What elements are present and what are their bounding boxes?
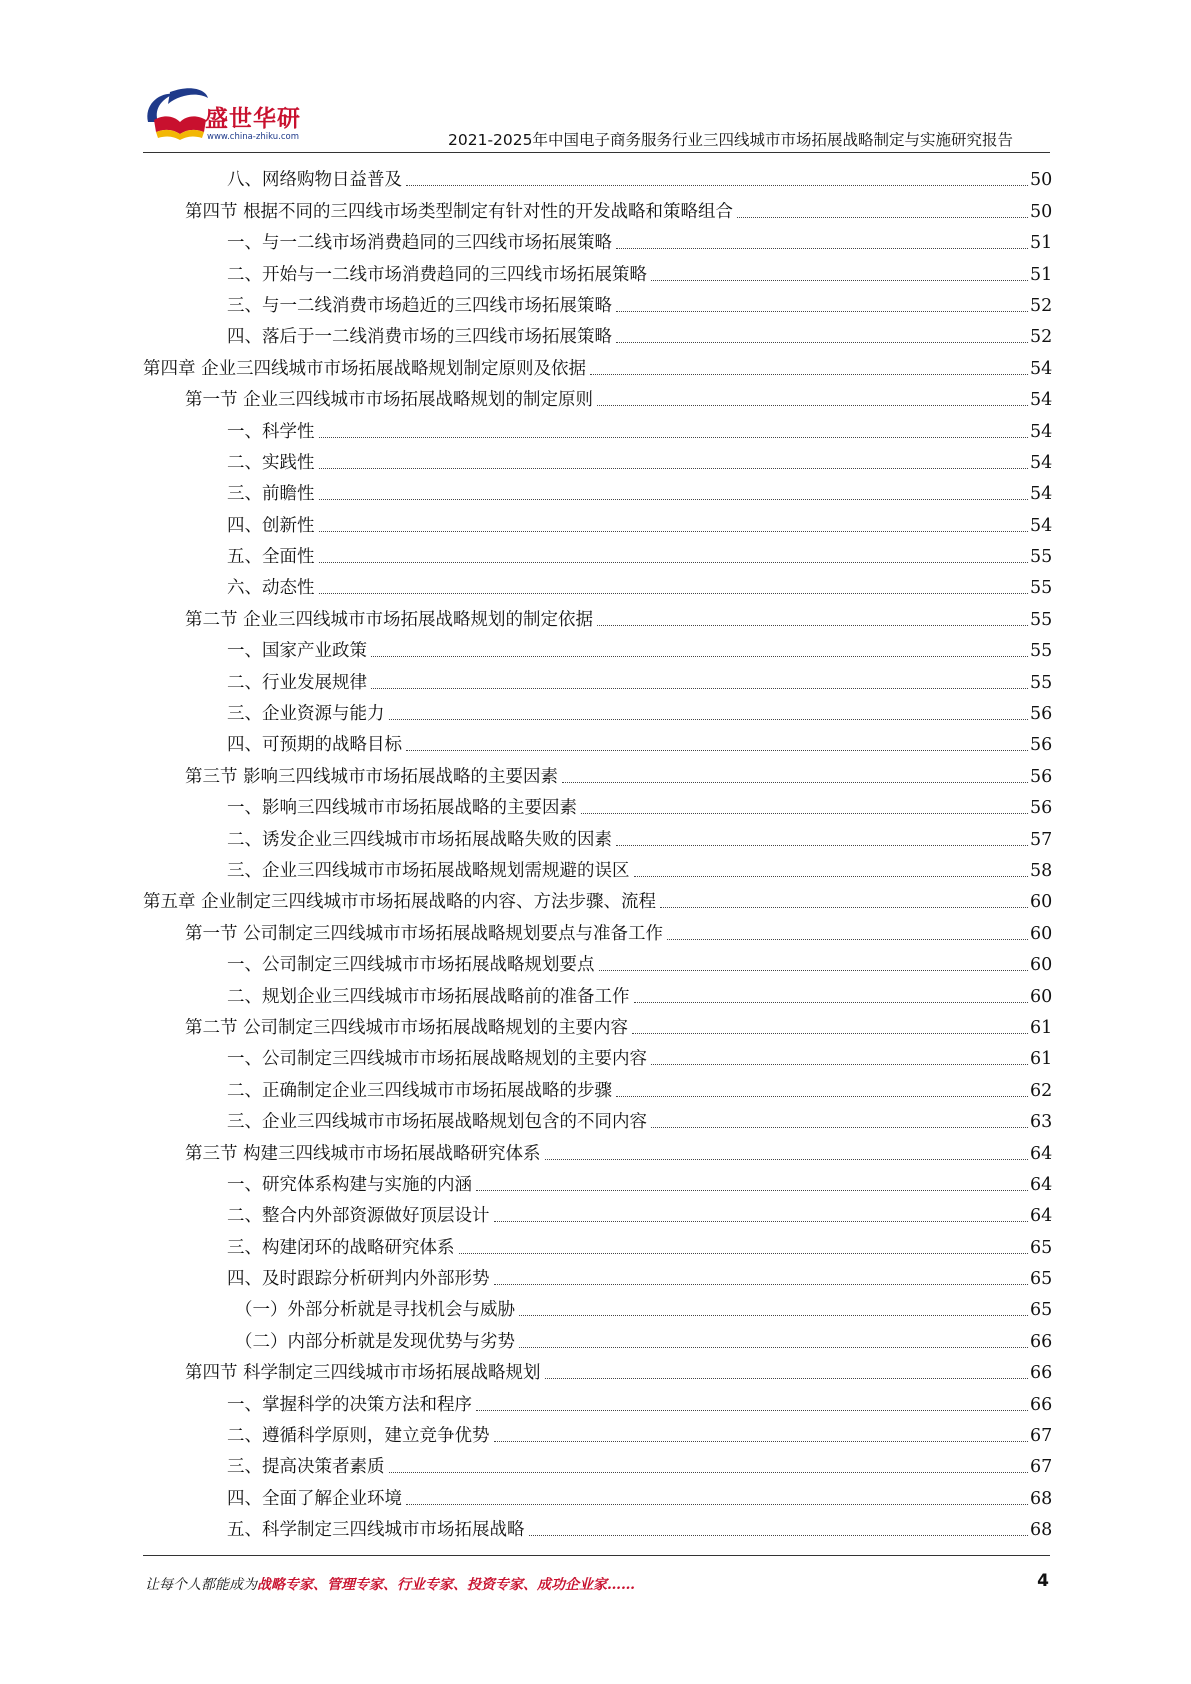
- toc-entry-page: 61: [1030, 1017, 1053, 1038]
- toc-dot-leader: [651, 1064, 1028, 1065]
- toc-entry-title: 第二节 公司制定三四线城市市场拓展战略规划的主要内容: [185, 1017, 629, 1038]
- toc-entry-page: 50: [1030, 201, 1053, 222]
- toc-entry-title: 八、网络购物日益普及: [227, 170, 402, 191]
- toc-dot-leader: [519, 1315, 1028, 1316]
- toc-dot-leader: [590, 374, 1028, 375]
- toc-entry-title: 五、全面性: [227, 547, 315, 568]
- toc-entry-title: 五、科学制定三四线城市市场拓展战略: [227, 1520, 525, 1541]
- page-number: 4: [1037, 1571, 1049, 1591]
- toc-entry-page: 55: [1030, 672, 1053, 693]
- toc-entry-page: 55: [1030, 578, 1053, 599]
- toc-dot-leader: [476, 1190, 1028, 1191]
- toc-entry-page: 57: [1030, 829, 1053, 850]
- toc-dot-leader: [319, 437, 1029, 438]
- toc-entry-page: 51: [1030, 233, 1053, 254]
- toc-entry-page: 58: [1030, 860, 1053, 881]
- toc-entry[interactable]: [143, 348, 1053, 379]
- toc-dot-leader: [616, 1096, 1028, 1097]
- report-title: 2021-2025年中国电子商务服务行业三四线城市市场拓展战略制定与实施研究报告: [448, 131, 1013, 149]
- toc-dot-leader: [319, 531, 1029, 532]
- toc-dot-leader: [319, 562, 1029, 563]
- toc-entry-page: 51: [1030, 264, 1053, 285]
- toc-entry[interactable]: [143, 1321, 1053, 1352]
- toc-entry[interactable]: [143, 286, 1053, 317]
- toc-entry[interactable]: [143, 443, 1053, 474]
- toc-entry[interactable]: [143, 945, 1053, 976]
- toc-entry[interactable]: [143, 1290, 1053, 1321]
- toc-entry-title: 一、公司制定三四线城市市场拓展战略规划的主要内容: [227, 1049, 647, 1070]
- toc-dot-leader: [616, 342, 1028, 343]
- toc-entry[interactable]: [143, 599, 1053, 630]
- toc-entry[interactable]: [143, 1039, 1053, 1070]
- toc-entry-page: 60: [1030, 955, 1053, 976]
- toc-entry-title: 一、与一二线市场消费趋同的三四线市场拓展策略: [227, 233, 612, 254]
- toc-dot-leader: [371, 688, 1028, 689]
- toc-entry-page: 66: [1030, 1331, 1053, 1352]
- toc-dot-leader: [389, 1472, 1029, 1473]
- toc-entry[interactable]: [143, 631, 1053, 662]
- toc-entry-page: 60: [1030, 923, 1053, 944]
- toc-entry-page: 60: [1030, 892, 1053, 913]
- toc-dot-leader: [667, 939, 1028, 940]
- toc-entry-page: 64: [1030, 1206, 1053, 1227]
- toc-entry-page: 65: [1030, 1269, 1053, 1290]
- toc-entry-page: 64: [1030, 1174, 1053, 1195]
- toc-dot-leader: [597, 405, 1028, 406]
- toc-entry-title: 二、实践性: [227, 452, 315, 473]
- toc-dot-leader: [371, 656, 1028, 657]
- toc-dot-leader: [634, 876, 1029, 877]
- toc-dot-leader: [581, 813, 1028, 814]
- footer-slogan-prefix: 让每个人都能成为: [145, 1577, 257, 1593]
- toc-entry[interactable]: [143, 1416, 1053, 1447]
- toc-entry-title: 二、整合内外部资源做好顶层设计: [227, 1206, 490, 1227]
- toc-entry-title: （二）内部分析就是发现优势与劣势: [235, 1331, 515, 1352]
- toc-dot-leader: [616, 311, 1028, 312]
- toc-entry[interactable]: [143, 976, 1053, 1007]
- toc-dot-leader: [406, 1504, 1028, 1505]
- toc-entry-page: 56: [1030, 704, 1053, 725]
- toc-entry-page: 52: [1030, 295, 1053, 316]
- toc-dot-leader: [634, 1002, 1029, 1003]
- toc-entry-page: 60: [1030, 986, 1053, 1007]
- toc-entry-page: 54: [1030, 515, 1053, 536]
- toc-dot-leader: [545, 1159, 1028, 1160]
- toc-entry-title: 四、创新性: [227, 515, 315, 536]
- header-divider: [143, 152, 1050, 153]
- toc-entry-page: 65: [1030, 1237, 1053, 1258]
- toc-dot-leader: [616, 248, 1028, 249]
- toc-entry[interactable]: [143, 223, 1053, 254]
- toc-entry-page: 65: [1030, 1300, 1053, 1321]
- toc-entry[interactable]: [143, 1478, 1053, 1509]
- toc-entry-page: 54: [1030, 484, 1053, 505]
- toc-entry-page: 54: [1030, 421, 1053, 442]
- toc-entry[interactable]: [143, 1165, 1053, 1196]
- toc-entry[interactable]: [143, 1259, 1053, 1290]
- toc-entry-page: 66: [1030, 1394, 1053, 1415]
- toc-dot-leader: [651, 280, 1028, 281]
- toc-entry[interactable]: [143, 1384, 1053, 1415]
- toc-dot-leader: [476, 1410, 1028, 1411]
- toc-entry-page: 54: [1030, 358, 1053, 379]
- toc-entry[interactable]: [143, 254, 1053, 285]
- toc-dot-leader: [494, 1221, 1029, 1222]
- toc-entry-page: 68: [1030, 1520, 1053, 1541]
- toc-entry-page: 62: [1030, 1080, 1053, 1101]
- toc-entry-title: 四、可预期的战略目标: [227, 735, 402, 756]
- footer-divider: [143, 1555, 1050, 1556]
- toc-entry-title: 二、正确制定企业三四线城市市场拓展战略的步骤: [227, 1080, 612, 1101]
- toc-entry[interactable]: [143, 882, 1053, 913]
- toc-entry-title: （一）外部分析就是寻找机会与威胁: [235, 1300, 515, 1321]
- toc-entry-title: 一、研究体系构建与实施的内涵: [227, 1174, 472, 1195]
- toc-entry[interactable]: [143, 819, 1053, 850]
- toc-dot-leader: [737, 217, 1028, 218]
- toc-dot-leader: [406, 185, 1028, 186]
- toc-entry-page: 68: [1030, 1488, 1053, 1509]
- toc-entry[interactable]: [143, 505, 1053, 536]
- toc-entry[interactable]: [143, 756, 1053, 787]
- toc-dot-leader: [616, 845, 1028, 846]
- toc-entry[interactable]: [143, 191, 1053, 222]
- toc-entry-title: 三、企业三四线城市市场拓展战略规划包含的不同内容: [227, 1112, 647, 1133]
- footer-slogan-highlight: 战略专家、管理专家、行业专家、投资专家、成功企业家……: [257, 1577, 635, 1593]
- toc-entry-title: 四、及时跟踪分析研判内外部形势: [227, 1269, 490, 1290]
- toc-entry[interactable]: [143, 913, 1053, 944]
- toc-entry-title: 三、企业三四线城市市场拓展战略规划需规避的误区: [227, 860, 630, 881]
- toc-dot-leader: [651, 1127, 1028, 1128]
- toc-entry[interactable]: [143, 662, 1053, 693]
- toc-entry-title: 四、落后于一二线消费市场的三四线市场拓展策略: [227, 327, 612, 348]
- toc-entry-title: 三、前瞻性: [227, 484, 315, 505]
- toc-dot-leader: [389, 719, 1029, 720]
- toc-entry-title: 一、影响三四线城市市场拓展战略的主要因素: [227, 798, 577, 819]
- toc-entry[interactable]: [143, 1133, 1053, 1164]
- toc-dot-leader: [319, 499, 1029, 500]
- toc-entry-title: 三、提高决策者素质: [227, 1457, 385, 1478]
- toc-entry-title: 第二节 企业三四线城市市场拓展战略规划的制定依据: [185, 609, 594, 630]
- toc-entry-title: 二、行业发展规律: [227, 672, 367, 693]
- toc-entry-title: 三、与一二线消费市场趋近的三四线市场拓展策略: [227, 295, 612, 316]
- toc-entry[interactable]: [143, 1447, 1053, 1478]
- toc-entry-title: 二、规划企业三四线城市市场拓展战略前的准备工作: [227, 986, 630, 1007]
- toc-entry-page: 56: [1030, 766, 1053, 787]
- toc-dot-leader: [632, 1033, 1028, 1034]
- toc-entry-page: 67: [1030, 1426, 1053, 1447]
- toc-entry-page: 54: [1030, 452, 1053, 473]
- toc-entry[interactable]: [143, 1196, 1053, 1227]
- toc-dot-leader: [545, 1378, 1028, 1379]
- toc-entry-title: 一、科学性: [227, 421, 315, 442]
- toc-entry-page: 63: [1030, 1112, 1053, 1133]
- toc-entry-page: 55: [1030, 609, 1053, 630]
- toc-dot-leader: [319, 468, 1029, 469]
- toc-entry-page: 50: [1030, 170, 1053, 191]
- toc-entry-title: 六、动态性: [227, 578, 315, 599]
- toc-entry[interactable]: [143, 788, 1053, 819]
- toc-entry[interactable]: [143, 1102, 1053, 1133]
- toc-entry-title: 第一节 企业三四线城市市场拓展战略规划的制定原则: [185, 390, 594, 411]
- toc-dot-leader: [459, 1253, 1029, 1254]
- toc-entry-title: 三、企业资源与能力: [227, 704, 385, 725]
- toc-entry[interactable]: [143, 317, 1053, 348]
- toc-entry-title: 三、构建闭环的战略研究体系: [227, 1237, 455, 1258]
- toc-dot-leader: [406, 750, 1028, 751]
- toc-dot-leader: [660, 907, 1028, 908]
- logo-url: www.china-zhiku.com: [207, 132, 299, 142]
- toc-dot-leader: [597, 625, 1028, 626]
- toc-entry[interactable]: [143, 380, 1053, 411]
- toc-entry[interactable]: [143, 568, 1053, 599]
- toc-dot-leader: [494, 1441, 1029, 1442]
- toc-dot-leader: [562, 782, 1028, 783]
- toc-entry[interactable]: [143, 160, 1053, 191]
- toc-entry-title: 一、掌握科学的决策方法和程序: [227, 1394, 472, 1415]
- toc-dot-leader: [599, 970, 1029, 971]
- toc-dot-leader: [494, 1284, 1029, 1285]
- logo-text: 盛世华研: [205, 106, 301, 132]
- toc-entry-title: 二、遵循科学原则，建立竞争优势: [227, 1426, 490, 1447]
- toc-entry-title: 第五章 企业制定三四线城市市场拓展战略的内容、方法步骤、流程: [143, 892, 657, 913]
- toc-entry[interactable]: [143, 411, 1053, 442]
- toc-entry-page: 54: [1030, 390, 1053, 411]
- toc-entry-title: 一、国家产业政策: [227, 641, 367, 662]
- toc-entry-page: 64: [1030, 1143, 1053, 1164]
- footer-slogan: [145, 1574, 635, 1594]
- toc-entry-title: 四、全面了解企业环境: [227, 1488, 402, 1509]
- toc-entry[interactable]: [143, 851, 1053, 882]
- toc-entry-page: 56: [1030, 735, 1053, 756]
- toc-dot-leader: [519, 1347, 1028, 1348]
- toc-entry-title: 一、公司制定三四线城市市场拓展战略规划要点: [227, 955, 595, 976]
- toc-entry[interactable]: [143, 725, 1053, 756]
- toc-entry-title: 第三节 影响三四线城市市场拓展战略的主要因素: [185, 766, 559, 787]
- toc-entry[interactable]: [143, 694, 1053, 725]
- toc-entry-title: 二、开始与一二线市场消费趋同的三四线市场拓展策略: [227, 264, 647, 285]
- toc-entry-page: 66: [1030, 1363, 1053, 1384]
- toc-entry-page: 55: [1030, 641, 1053, 662]
- toc-entry-title: 第四节 根据不同的三四线市场类型制定有针对性的开发战略和策略组合: [185, 201, 734, 222]
- toc-entry-title: 二、诱发企业三四线城市市场拓展战略失败的因素: [227, 829, 612, 850]
- toc-entry[interactable]: [143, 1510, 1053, 1541]
- toc-dot-leader: [319, 593, 1029, 594]
- toc-entry[interactable]: [143, 537, 1053, 568]
- toc-entry-page: 52: [1030, 327, 1053, 348]
- page-header: [0, 0, 1191, 150]
- toc-entry-page: 67: [1030, 1457, 1053, 1478]
- toc-entry[interactable]: [143, 1070, 1053, 1101]
- toc-entry-title: 第一节 公司制定三四线城市市场拓展战略规划要点与准备工作: [185, 923, 664, 944]
- toc-entry[interactable]: [143, 1353, 1053, 1384]
- toc-entry-title: 第四章 企业三四线城市市场拓展战略规划制定原则及依据: [143, 358, 587, 379]
- toc-entry-page: 55: [1030, 547, 1053, 568]
- table-of-contents: [143, 160, 1053, 1541]
- toc-entry[interactable]: [143, 474, 1053, 505]
- toc-entry-page: 61: [1030, 1049, 1053, 1070]
- toc-entry[interactable]: [143, 1227, 1053, 1258]
- toc-entry-title: 第四节 科学制定三四线城市市场拓展战略规划: [185, 1363, 541, 1384]
- toc-entry-title: 第三节 构建三四线城市市场拓展战略研究体系: [185, 1143, 541, 1164]
- toc-entry[interactable]: [143, 1008, 1053, 1039]
- toc-entry-page: 56: [1030, 798, 1053, 819]
- toc-dot-leader: [529, 1535, 1029, 1536]
